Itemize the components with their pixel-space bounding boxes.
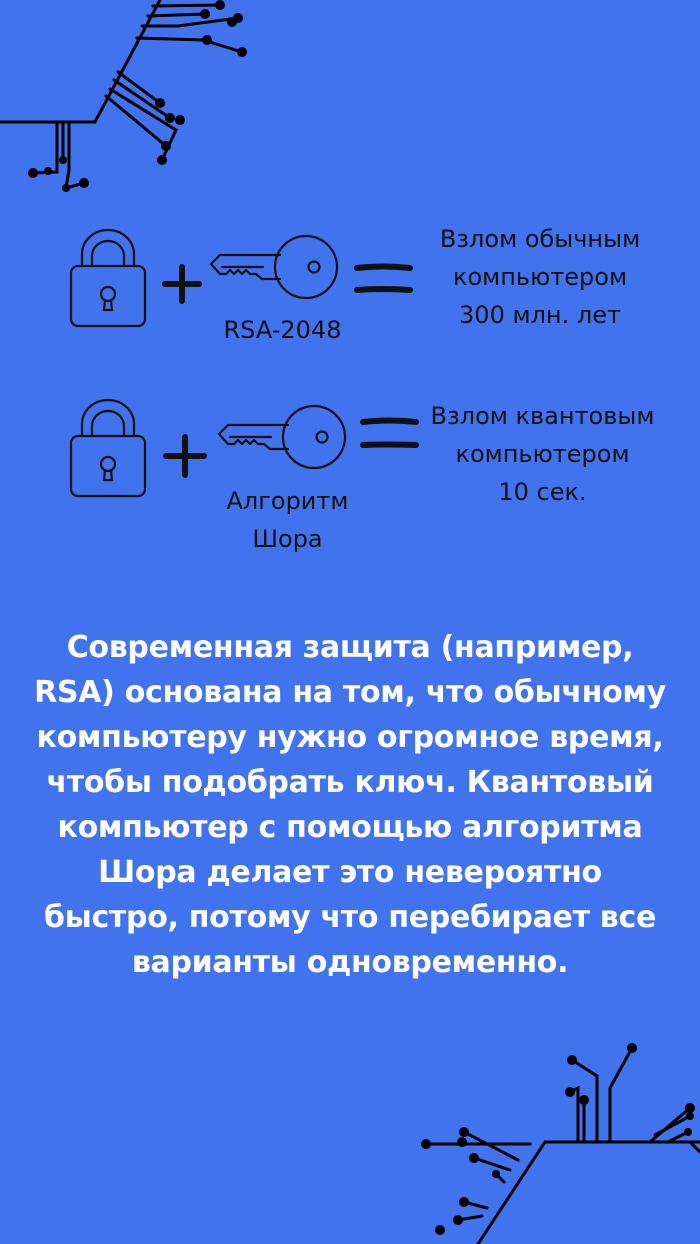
body-line: быстро, потому что перебирает все <box>43 900 657 935</box>
key-label-line: Алгоритм <box>226 487 349 515</box>
plus-icon <box>163 434 207 478</box>
plus-icon <box>162 264 202 304</box>
body-line: чтобы подобрать ключ. Квантовый <box>46 765 654 800</box>
result-line: компьютером <box>452 263 628 291</box>
result-line: Взлом обычным <box>439 225 641 253</box>
body-line: варианты одновременно. <box>131 945 569 980</box>
key-icon <box>208 232 368 304</box>
padlock-icon <box>68 398 148 498</box>
result-line: компьютером <box>455 440 630 468</box>
body-line: RSA) основана на том, что обычному <box>34 675 666 710</box>
key-label <box>190 482 385 558</box>
key-label: RSA-2048 <box>223 316 342 344</box>
body-line: Шора делает это невероятно <box>98 855 602 890</box>
body-line: компьютер с помощью алгоритма <box>57 810 643 845</box>
result-line: Взлом квантовым <box>430 402 655 430</box>
body-line: компьютеру нужно огромное время, <box>36 720 664 755</box>
body-paragraph <box>0 625 700 985</box>
circuit-decoration-icon <box>400 1040 700 1244</box>
circuit-decoration-icon <box>0 0 260 200</box>
body-line: Современная защита (например, <box>66 630 634 665</box>
key-label-line: Шора <box>252 525 323 553</box>
result-line: 10 сек. <box>498 478 587 506</box>
key-icon <box>216 402 376 474</box>
result-text <box>405 397 680 511</box>
padlock-icon <box>68 228 148 328</box>
result-text <box>400 220 680 334</box>
result-line: 300 млн. лет <box>459 301 621 329</box>
